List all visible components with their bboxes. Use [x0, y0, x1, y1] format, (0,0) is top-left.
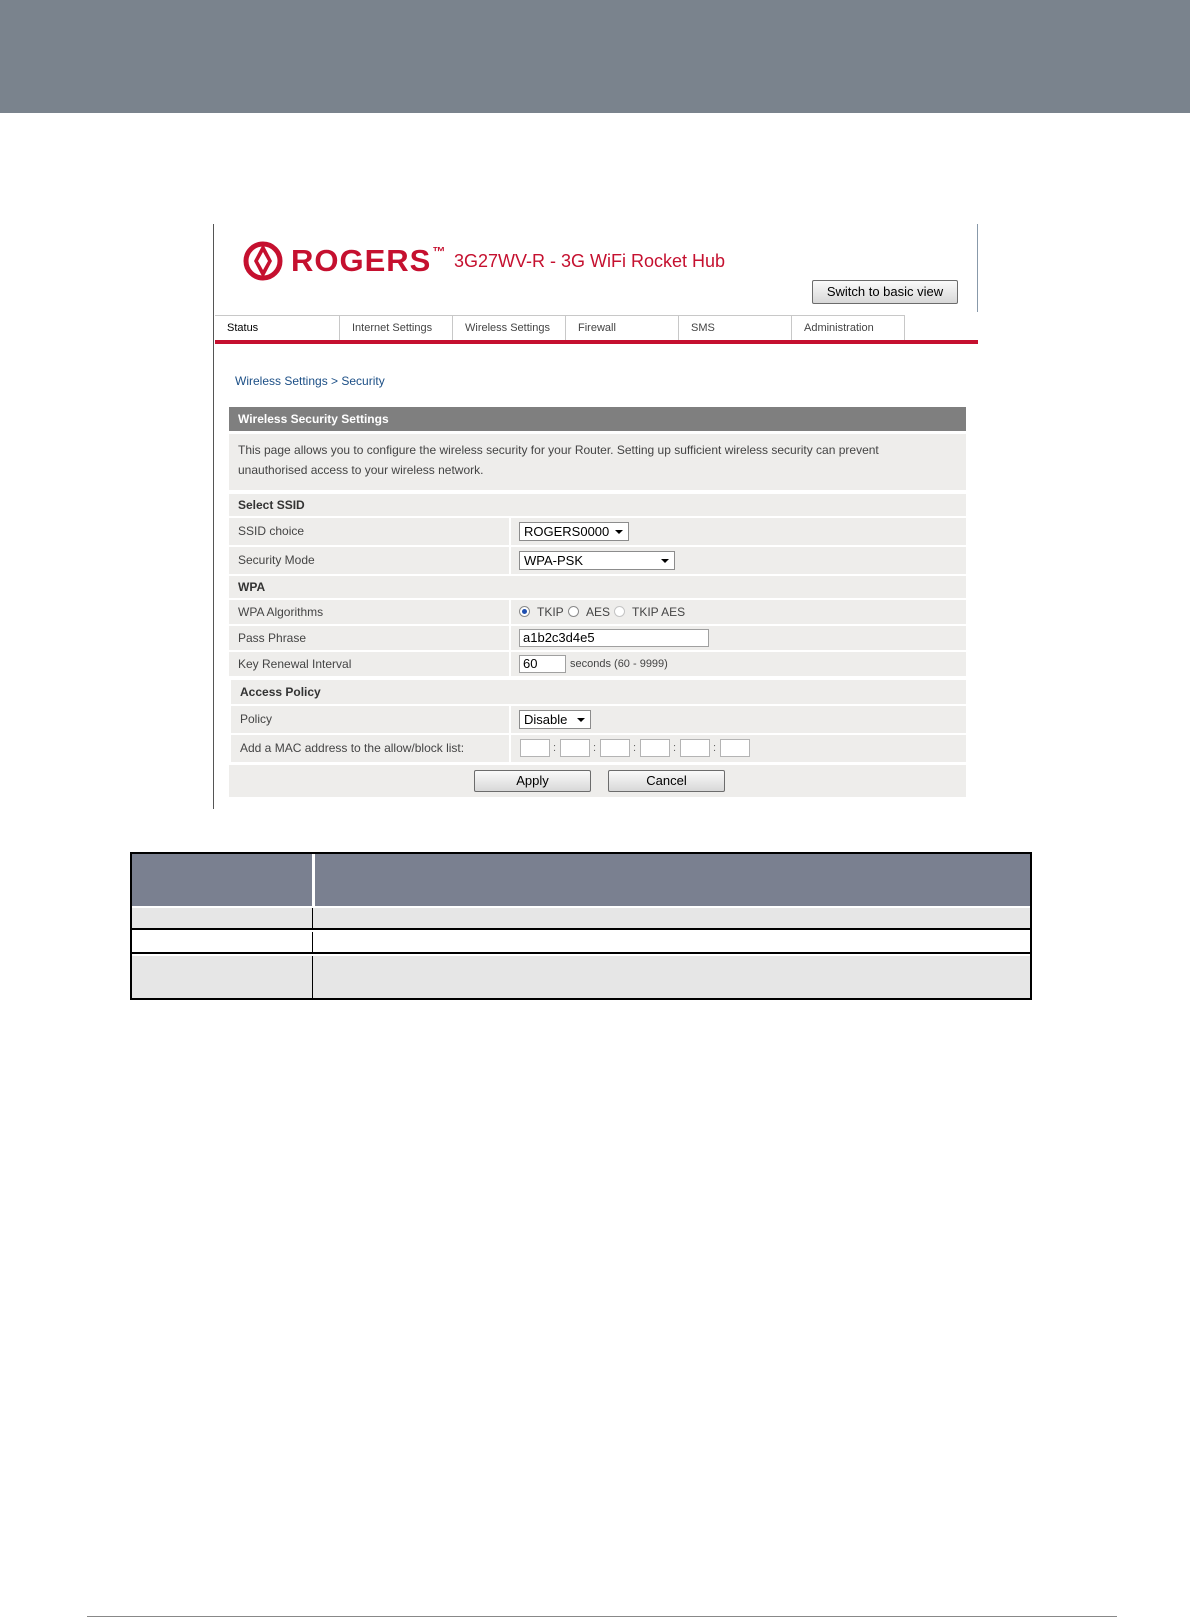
table-row	[132, 932, 1030, 954]
tab-underline	[215, 340, 978, 344]
header-column-divider	[312, 854, 315, 906]
mac-separator: :	[713, 742, 717, 754]
footer-rule	[87, 1616, 1117, 1617]
policy-row	[231, 706, 966, 733]
frame-right-border	[977, 224, 978, 312]
product-title: 3G27WV-R - 3G WiFi Rocket Hub	[454, 251, 726, 271]
chevron-down-icon	[577, 718, 585, 722]
security-mode-select[interactable]	[519, 551, 675, 570]
frame-left-border	[213, 224, 214, 809]
rogers-logo	[243, 240, 445, 282]
radio-tkip[interactable]	[519, 606, 530, 617]
tab-status[interactable]: Status	[215, 315, 340, 340]
security-mode-row	[229, 547, 966, 574]
key-renewal-label: Key Renewal Interval	[238, 657, 352, 671]
mac-separator: :	[593, 742, 597, 754]
column-divider	[312, 932, 313, 952]
mac-address-row	[231, 735, 966, 762]
table-row	[132, 956, 1030, 998]
policy-cell	[509, 706, 968, 733]
logo-text: ROGERS	[291, 243, 432, 278]
mac-octet-1-input[interactable]	[520, 739, 550, 757]
column-divider	[312, 908, 313, 928]
ssid-choice-row	[229, 518, 966, 545]
main-nav-tabs	[215, 315, 905, 338]
security-mode-cell	[509, 547, 968, 574]
description-line-2: unauthorised access to your wireless network.	[238, 463, 484, 477]
table-header	[132, 854, 1030, 906]
mac-address-cell	[509, 735, 968, 762]
radio-tkip-label: TKIP	[537, 605, 564, 619]
section-heading: WPA	[238, 580, 266, 594]
chevron-down-icon	[615, 530, 623, 534]
mac-separator: :	[553, 742, 557, 754]
section-heading: Select SSID	[238, 498, 305, 512]
radio-aes-label: AES	[586, 605, 611, 619]
chevron-down-icon	[661, 559, 669, 563]
pass-phrase-cell	[509, 626, 968, 650]
tab-internet-settings[interactable]: Internet Settings	[340, 315, 453, 340]
cancel-button[interactable]: Cancel	[608, 770, 725, 792]
policy-label: Policy	[240, 712, 273, 726]
form-actions	[229, 765, 966, 797]
section-heading: Access Policy	[240, 685, 321, 699]
apply-button[interactable]: Apply	[474, 770, 591, 792]
access-policy-section	[231, 680, 966, 704]
tab-wireless-settings[interactable]: Wireless Settings	[453, 315, 566, 340]
mac-octet-2-input[interactable]	[560, 739, 590, 757]
panel-description	[229, 434, 966, 490]
ssid-choice-label: SSID choice	[238, 524, 305, 538]
wpa-algorithms-label: WPA Algorithms	[238, 605, 324, 619]
mac-address-label: Add a MAC address to the allow/block list:	[240, 741, 465, 755]
trademark-symbol: ™	[432, 244, 446, 259]
switch-to-basic-view-button[interactable]: Switch to basic view	[812, 280, 958, 304]
radio-tkip-aes[interactable]	[614, 606, 625, 617]
document-table	[130, 852, 1032, 1000]
policy-value: Disable	[524, 712, 568, 727]
key-renewal-input[interactable]: 60	[519, 655, 566, 673]
column-divider	[312, 956, 313, 998]
wpa-section	[229, 576, 966, 598]
breadcrumb[interactable]: Wireless Settings > Security	[235, 374, 385, 388]
mac-octet-4-input[interactable]	[640, 739, 670, 757]
policy-select[interactable]	[519, 710, 591, 729]
radio-tkip-aes-label: TKIP AES	[632, 605, 686, 619]
wpa-algorithms-cell	[509, 600, 968, 624]
panel-title: Wireless Security Settings	[229, 407, 966, 431]
key-renewal-hint: seconds (60 - 9999)	[570, 658, 668, 670]
ssid-choice-value: ROGERS0000	[524, 524, 610, 539]
mac-octet-5-input[interactable]	[680, 739, 710, 757]
pass-phrase-row	[229, 626, 966, 650]
tab-sms[interactable]: SMS	[679, 315, 792, 340]
radio-aes[interactable]	[568, 606, 579, 617]
ssid-choice-select[interactable]	[519, 522, 629, 541]
pass-phrase-label: Pass Phrase	[238, 631, 307, 645]
select-ssid-section	[229, 494, 966, 516]
key-renewal-cell	[509, 652, 968, 676]
page-banner	[0, 0, 1190, 113]
mac-octet-6-input[interactable]	[720, 739, 750, 757]
mac-separator: :	[633, 742, 637, 754]
router-screenshot	[213, 224, 979, 809]
description-line-1: This page allows you to configure the wireless security for your Router. Setting up sufficient wireless security can prevent	[238, 443, 879, 457]
pass-phrase-input[interactable]: a1b2c3d4e5	[519, 629, 709, 647]
ssid-choice-cell	[509, 518, 968, 545]
security-mode-value: WPA-PSK	[524, 553, 583, 568]
wpa-algorithms-row	[229, 600, 966, 624]
table-row	[132, 908, 1030, 930]
key-renewal-row	[229, 652, 966, 676]
mac-octet-3-input[interactable]	[600, 739, 630, 757]
tab-firewall[interactable]: Firewall	[566, 315, 679, 340]
tab-administration[interactable]: Administration	[792, 315, 905, 340]
mac-separator: :	[673, 742, 677, 754]
security-mode-label: Security Mode	[238, 553, 315, 567]
rogers-logo-icon	[243, 241, 283, 281]
